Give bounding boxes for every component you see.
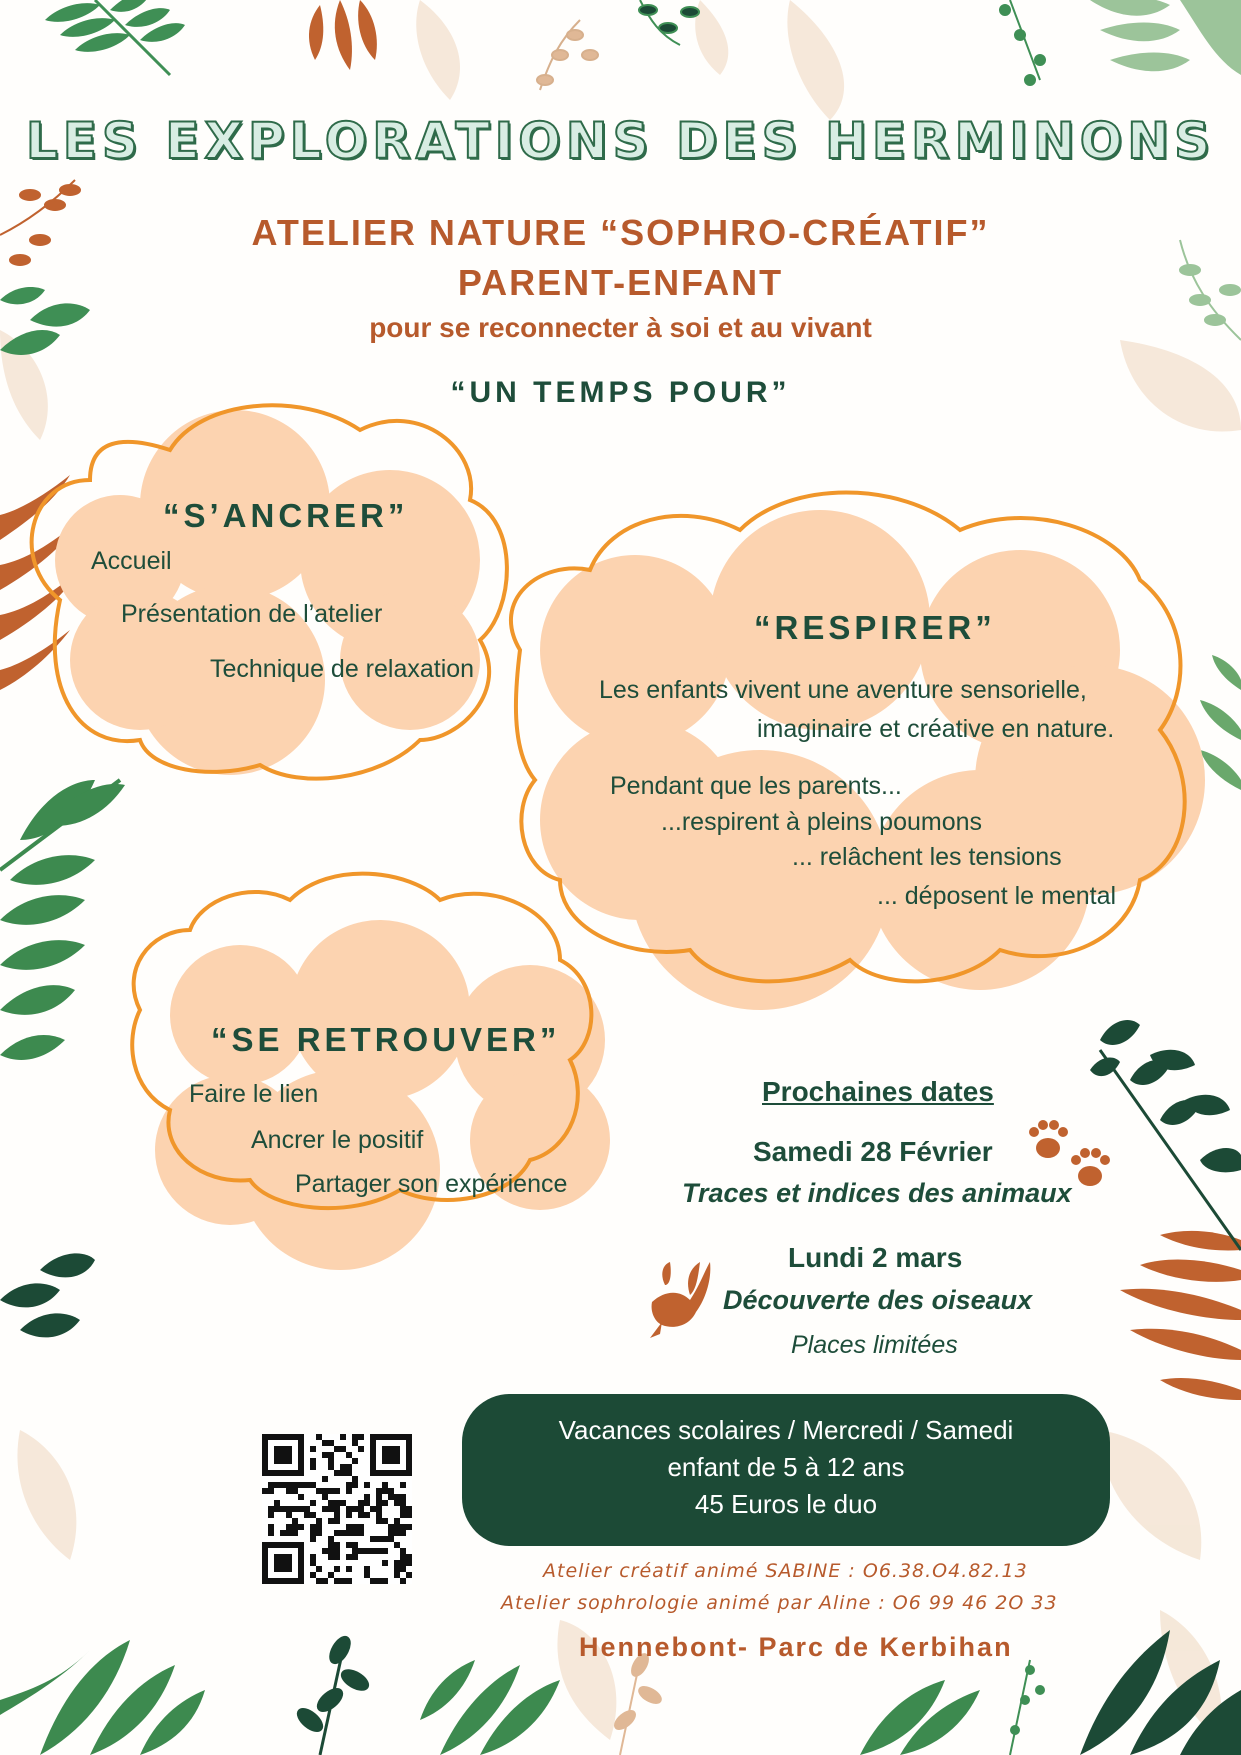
subtitle-line-2: PARENT-ENFANT [457, 262, 784, 303]
cloud-respirer-title: “RESPIRER” [754, 609, 996, 646]
places-note: Places limitées [791, 1331, 958, 1359]
fern-top-left [45, 0, 185, 75]
cloud-retrouver-line: Partager son expérience [295, 1170, 568, 1198]
cloud-ancrer-line: Présentation de l’atelier [121, 600, 383, 628]
fern-top-rust [309, 0, 377, 70]
contact-line: Atelier créatif animé SABINE : O6.38.O4.82.13 [543, 1560, 1028, 1582]
qr-code[interactable] [262, 1434, 412, 1584]
event-theme: Découverte des oiseaux [723, 1285, 1033, 1315]
clouds [55, 410, 1205, 1270]
fern-bottom-right [860, 1680, 980, 1755]
info-line-age: enfant de 5 à 12 ans [667, 1452, 905, 1482]
tagline: “UN TEMPS POUR” [450, 376, 791, 409]
subtitle-line-3: pour se reconnecter à soi et au vivant [369, 312, 872, 343]
cloud-respirer-line: ... déposent le mental [877, 882, 1117, 910]
branch-top-beige [537, 20, 598, 90]
branch-bottom-right [1010, 1660, 1044, 1755]
fern-bottom-left [0, 1640, 205, 1755]
leaves-right [1200, 655, 1241, 790]
page-title: LES EXPLORATIONS DES HERMINONS [25, 112, 1216, 170]
fern-top-right [1090, 0, 1241, 75]
subtitle-line-1: ATELIER NATURE “SOPHRO-CRÉATIF” [251, 212, 990, 253]
location: Hennebont- Parc de Kerbihan [579, 1632, 1013, 1662]
cloud-ancrer-title: “S’ANCRER” [163, 497, 409, 534]
cloud-ancrer-line: Accueil [91, 547, 172, 575]
leaves-left-lower [0, 1253, 95, 1337]
fern-right-rust [1120, 1231, 1241, 1400]
branch-bottom-left [295, 1634, 371, 1755]
cloud-respirer-line: ... relâchent les tensions [792, 843, 1062, 871]
dates-heading: Prochaines dates [762, 1076, 994, 1107]
event-theme: Traces et indices des animaux [682, 1178, 1072, 1208]
info-line-schedule: Vacances scolaires / Mercredi / Samedi [558, 1415, 1014, 1445]
cloud-retrouver-line: Faire le lien [189, 1080, 319, 1108]
cloud-respirer-line: Les enfants vivent une aventure sensorielle, [599, 676, 1087, 704]
branch-bottom-beige [612, 1652, 663, 1755]
event-date: Samedi 28 Février [753, 1136, 993, 1167]
cloud-ancrer-line: Technique de relaxation [210, 655, 475, 683]
bird-icon [650, 1262, 710, 1338]
info-line-price: 45 Euros le duo [694, 1489, 878, 1519]
event-date: Lundi 2 mars [788, 1242, 963, 1273]
contact-line: Atelier sophrologie animé par Aline : O6 99 46 2O 33 [501, 1592, 1058, 1614]
cloud-respirer-line: Pendant que les parents... [610, 772, 902, 800]
cloud-retrouver-title: “SE RETROUVER” [211, 1021, 561, 1058]
fern-bottom-center [420, 1660, 560, 1755]
cloud-retrouver-line: Ancrer le positif [251, 1126, 424, 1154]
cloud-respirer-line: ...respirent à pleins poumons [661, 808, 983, 836]
fern-left-green [0, 780, 125, 1060]
cloud-respirer-line: imaginaire et créative en nature. [757, 715, 1115, 743]
paw-prints-icon [1029, 1120, 1110, 1186]
branch-right-dark [1090, 1020, 1241, 1250]
